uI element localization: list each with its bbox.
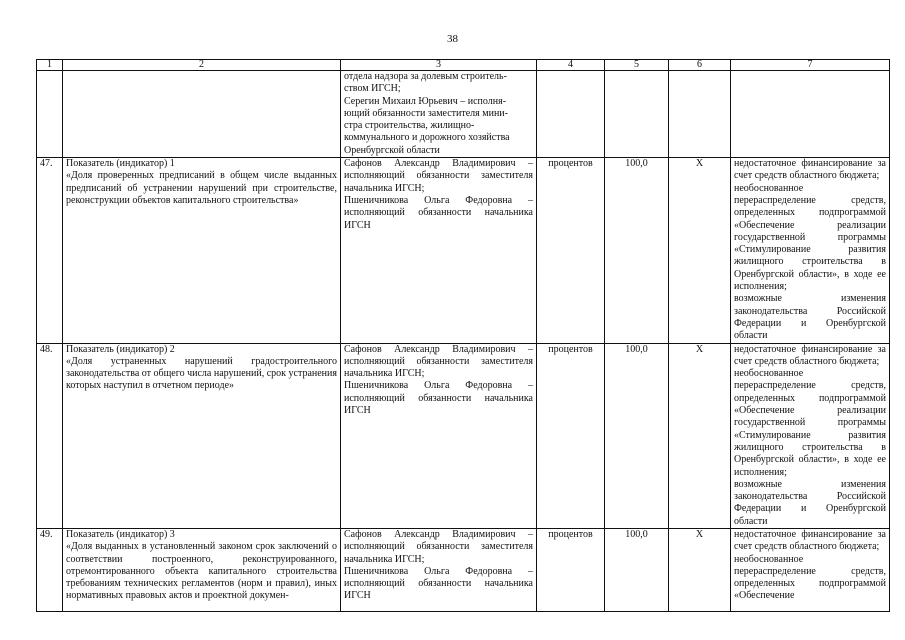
unit-cell: процентов <box>537 158 605 343</box>
page-number: 38 <box>447 33 458 45</box>
indicator-cell <box>63 343 341 528</box>
mark-cell: Х <box>669 158 731 343</box>
responsible-cell <box>341 158 537 343</box>
text-line: коммунального и дорожного хозяйства <box>344 132 510 144</box>
indicator-text: Показатель (индикатор) 2 «Доля устраненных нарушений градостроительного законодательства от общего числа нарушений, срок устранения которых наступил в отчетном периоде» <box>66 343 337 392</box>
mark-cell: Х <box>669 528 731 611</box>
risks-text: недостаточное финансирование за счет средств областного бюджета; необоснованное перераспределение средств, определенных подпрограммой «Обеспечение <box>734 528 886 602</box>
indicator-text: Показатель (индикатор) 1 «Доля проверенных предписаний в общем числе выданных предписаний об устранении нарушений при строительстве, реконструкции объектов капитального строительства» <box>66 158 337 206</box>
column-header: 2 <box>63 60 341 71</box>
row-number: 48. <box>37 343 63 528</box>
responsible-text: Сафонов Александр Владимирович – исполняющий обязанности заместителя начальника ИГСН; Пшеничникова Ольга Федоровна – исполняющий обязанности начальника ИГСН <box>344 343 533 417</box>
responsible-text: Сафонов Александр Владимирович – исполняющий обязанности заместителя начальника ИГСН; Пшеничникова Ольга Федоровна – исполняющий обязанности начальника ИГСН <box>344 158 533 231</box>
risks-text: недостаточное финансирование за счет средств областного бюджета; необоснованное перераспределение средств, определенных подпрограммой «Обеспечение реализации государственной программы «Стимулирование развития жилищного строительства в Оренбургской области», в ходе ее исполнения; возможные изменения законодательства Российской Федерации и Оренбургской области <box>734 158 886 342</box>
unit-cell: процентов <box>537 528 605 611</box>
indicator-text: Показатель (индикатор) 3 «Доля выданных в установленный законом срок заключений о соответствии построенного, реконструированного, отремонтированного объекта капитального строительства требованиям технических регламентов (норм и правил), иных нормативных правовых актов и проектной докумен- <box>66 528 337 602</box>
row-number: 49. <box>37 528 63 611</box>
column-header: 1 <box>37 60 63 71</box>
mark-cell: Х <box>669 343 731 528</box>
text-line: стра строительства, жилищно- <box>344 120 475 132</box>
indicator-cell <box>63 158 341 343</box>
column-header: 6 <box>669 60 731 71</box>
unit-cell: процентов <box>537 343 605 528</box>
value-cell: 100,0 <box>605 343 669 528</box>
responsible-cell <box>341 528 537 611</box>
responsible-cell <box>341 343 537 528</box>
indicator-cell <box>63 528 341 611</box>
column-number-row <box>37 60 890 71</box>
text-line: ством ИГСН; <box>344 83 401 95</box>
text-line: ющий обязанности заместителя мини- <box>344 107 508 119</box>
responsible-continuation <box>341 71 537 158</box>
row-number: 47. <box>37 158 63 343</box>
column-header: 3 <box>341 60 537 71</box>
risks-cell <box>731 343 890 528</box>
value-cell: 100,0 <box>605 158 669 343</box>
risks-cell <box>731 528 890 611</box>
text-line: Оренбургской области <box>344 144 440 156</box>
indicators-table <box>36 59 890 612</box>
value-cell: 100,0 <box>605 528 669 611</box>
column-header: 4 <box>537 60 605 71</box>
text-line: отдела надзора за долевым строитель- <box>344 71 507 82</box>
column-header: 5 <box>605 60 669 71</box>
risks-cell <box>731 158 890 343</box>
text-line: Серегин Михаил Юрьевич – исполня- <box>344 95 507 107</box>
risks-text: недостаточное финансирование за счет средств областного бюджета; необоснованное перераспределение средств, определенных подпрограммой «Обеспечение реализации государственной программы «Стимулирование развития жилищного строительства в Оренбургской области», в ходе ее исполнения; возможные изменения законодательства Российской Федерации и Оренбургской области <box>734 343 886 527</box>
column-header: 7 <box>731 60 890 71</box>
table-row <box>37 343 890 528</box>
responsible-text: Сафонов Александр Владимирович – исполняющий обязанности заместителя начальника ИГСН; Пшеничникова Ольга Федоровна – исполняющий обязанности начальника ИГСН <box>344 528 533 602</box>
table-row <box>37 528 890 611</box>
continuation-row <box>37 71 890 158</box>
table-row <box>37 158 890 343</box>
